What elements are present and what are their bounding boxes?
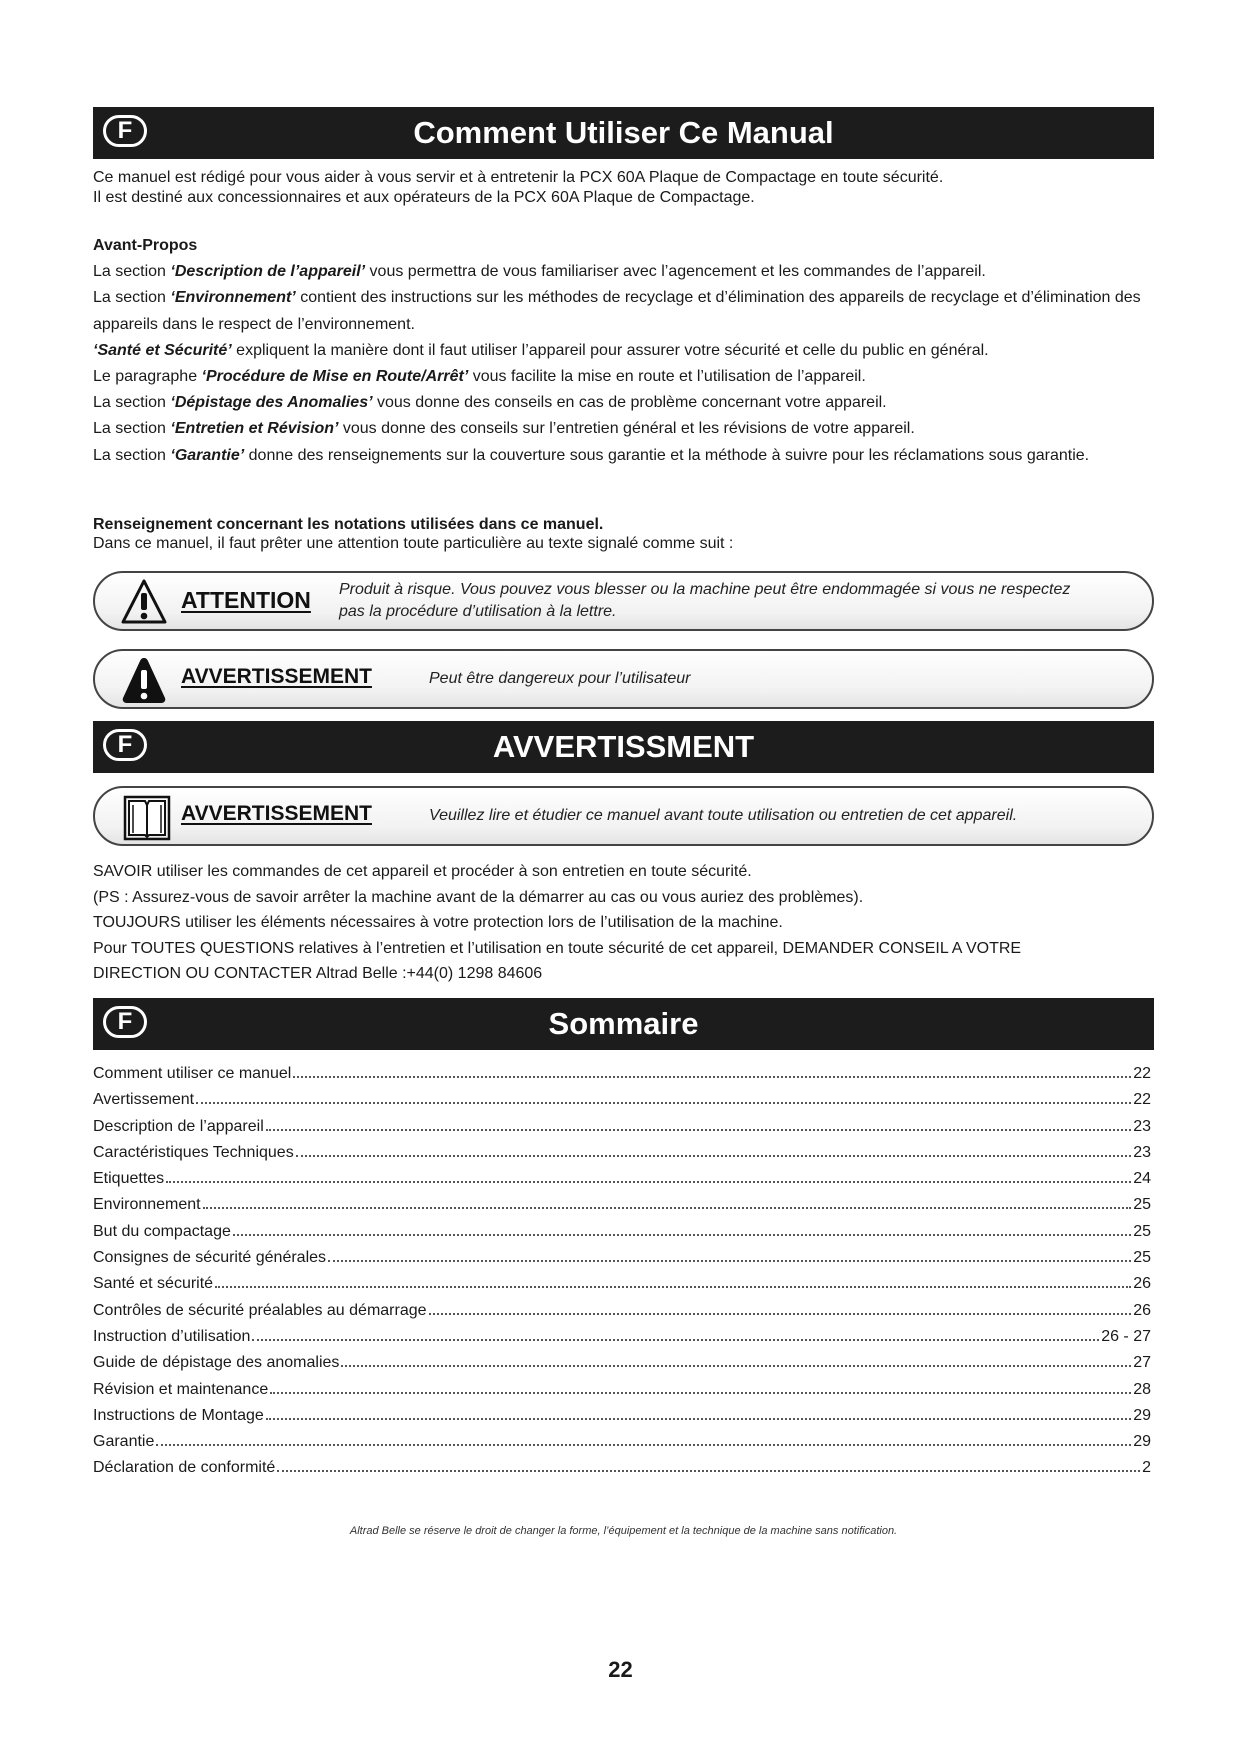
attention-box <box>93 571 1154 631</box>
foreword-item-section-name: ‘Entretien et Révision’ <box>170 420 339 438</box>
footer-note: Altrad Belle se réserve le droit de changer la forme, l’équipement et la technique de la machine sans notification. <box>349 1525 898 1537</box>
toc-entry-title: Santé et sécurité <box>93 1275 214 1293</box>
toc-entry <box>93 1246 1151 1272</box>
toc-entry <box>93 1272 1151 1298</box>
section-header-how-to-use <box>93 107 1154 159</box>
toc-entry-page: 25 <box>1133 1196 1151 1214</box>
toc-entry <box>93 1088 1151 1114</box>
toc-entry-page: 27 <box>1133 1354 1151 1372</box>
safety-line: SAVOIR utiliser les commandes de cet appareil et procéder à son entretien en toute sécurité. <box>93 863 752 880</box>
safety-line: (PS : Assurez-vous de savoir arrêter la machine avant de la démarrer au cas ou vous auriez des problèmes). <box>93 888 864 906</box>
toc-dot-leader <box>266 1418 1131 1420</box>
toc-entry-page: 22 <box>1133 1091 1151 1109</box>
toc-entry-title: Garantie <box>93 1433 155 1451</box>
toc-dot-leader <box>296 1155 1132 1157</box>
safety-line: DIRECTION OU CONTACTER Altrad Belle :+44(0) 1298 84606 <box>93 965 543 982</box>
toc-entry <box>93 1062 1151 1088</box>
foreword-item <box>93 416 1153 442</box>
toc-dot-leader <box>270 1392 1131 1394</box>
toc-entry <box>93 1115 1151 1141</box>
toc-entry-page: 25 <box>1133 1249 1151 1267</box>
toc-entry-title: Etiquettes <box>93 1170 165 1188</box>
attention-message <box>339 579 1070 623</box>
toc-entry-page: 28 <box>1133 1380 1151 1398</box>
toc-entry <box>93 1220 1151 1246</box>
toc-entry-page: 24 <box>1133 1170 1151 1188</box>
toc-entry-title: Déclaration de conformité <box>93 1459 276 1477</box>
foreword-item-text: donne des renseignements sur la couverture sous garantie et la méthode à suivre pour les réclamations sous garantie. <box>244 446 1090 464</box>
toc-entry <box>93 1404 1151 1430</box>
toc-dot-leader <box>293 1076 1131 1078</box>
toc-dot-leader <box>341 1365 1131 1367</box>
section-title: AVVERTISSMENT <box>492 729 755 764</box>
safety-line: Pour TOUTES QUESTIONS relatives à l’entretien et l’utilisation en toute sécurité de cet appareil, DEMANDER CONSEIL A VOTRE <box>93 939 1022 957</box>
foreword-item-section-name: ‘Dépistage des Anomalies’ <box>170 394 373 412</box>
toc-entry-title: Révision et maintenance <box>93 1380 269 1398</box>
section-header-warning <box>93 721 1154 773</box>
foreword-item-section-name: ‘Environnement’ <box>170 289 296 307</box>
warning-message: Peut être dangereux pour l’utilisateur <box>429 670 691 687</box>
foreword-item <box>93 259 1153 285</box>
foreword-item-text: vous facilite la mise en route et l’utilisation de l’appareil. <box>468 368 866 386</box>
toc-entry-page: 26 <box>1133 1275 1151 1293</box>
read-manual-message: Veuillez lire et étudier ce manuel avant toute utilisation ou entretien de cet appareil. <box>429 807 1018 824</box>
read-manual-box <box>93 786 1154 846</box>
toc-dot-leader <box>266 1129 1131 1131</box>
foreword-item-section-name: ‘Description de l’appareil’ <box>170 263 366 281</box>
toc-entry-page: 23 <box>1133 1143 1151 1161</box>
toc-entry-title: Instruction d’utilisation <box>93 1327 251 1345</box>
toc-entry-title: Contrôles de sécurité préalables au démarrage <box>93 1301 427 1319</box>
toc-entry-title: But du compactage <box>93 1222 231 1240</box>
foreword-item-text: Le paragraphe <box>93 368 202 386</box>
foreword-item <box>93 338 1153 364</box>
foreword-item-text: contient des instructions sur les méthodes de recyclage et d’élimination des appareils de recyclage et d’élimination des appareils dans le respect de l’environnement. <box>93 289 1141 333</box>
foreword-item-text: La section <box>93 420 171 438</box>
toc-entry-page: 29 <box>1133 1433 1151 1451</box>
toc-dot-leader <box>429 1313 1132 1315</box>
toc-entry <box>93 1167 1151 1193</box>
toc-dot-leader <box>328 1260 1131 1262</box>
safety-instructions <box>93 859 1153 987</box>
warning-triangle-filled-icon <box>121 656 167 706</box>
foreword-item-text: La section <box>93 263 171 281</box>
toc-entry-title: Consignes de sécurité générales <box>93 1249 327 1267</box>
toc-dot-leader <box>277 1470 1140 1472</box>
foreword-item <box>93 443 1153 469</box>
safety-line: TOUJOURS utiliser les éléments nécessaires à votre protection lors de l’utilisation de la machine. <box>93 914 783 931</box>
section-header-contents <box>93 998 1154 1050</box>
attention-label: ATTENTION <box>181 587 311 613</box>
foreword-item <box>93 390 1153 416</box>
toc-entry-title: Description de l’appareil <box>93 1117 264 1135</box>
foreword-item <box>93 364 1153 390</box>
toc-dot-leader <box>196 1102 1131 1104</box>
toc-entry-page: 25 <box>1133 1222 1151 1240</box>
intro-text <box>93 168 1153 208</box>
table-of-contents <box>93 1062 1151 1483</box>
toc-entry-title: Caractéristiques Techniques <box>93 1143 294 1161</box>
foreword-item-section-name: ‘Garantie’ <box>170 446 245 464</box>
toc-dot-leader <box>215 1286 1131 1288</box>
foreword-item-text: La section <box>93 446 171 464</box>
intro-line: Ce manuel est rédigé pour vous aider à vous servir et à entretenir la PCX 60A Plaque de Compactage en toute sécurité. <box>93 169 944 186</box>
toc-dot-leader <box>156 1444 1131 1446</box>
toc-entry-page: 23 <box>1133 1117 1151 1135</box>
france-badge-icon: F <box>103 1006 147 1038</box>
toc-entry-page: 26 - 27 <box>1101 1327 1151 1345</box>
foreword-item-text: expliquent la manière dont il faut utiliser l’appareil pour assurer votre sécurité et celle du public en général. <box>231 341 989 359</box>
section-title: Comment Utiliser Ce Manual <box>413 115 834 150</box>
toc-entry-page: 22 <box>1133 1065 1151 1082</box>
foreword-item-text: vous donne des conseils en cas de problème concernant votre appareil. <box>372 394 887 412</box>
toc-entry-title: Instructions de Montage <box>93 1406 264 1424</box>
foreword-item-text: La section <box>93 394 171 412</box>
toc-dot-leader <box>166 1181 1131 1183</box>
read-manual-label: AVVERTISSEMENT <box>181 802 372 825</box>
notation-text: Dans ce manuel, il faut prêter une attention toute particulière au texte signalé comme suit : <box>93 535 734 552</box>
section-title: Sommaire <box>548 1006 699 1041</box>
toc-entry <box>93 1141 1151 1167</box>
toc-entry-title: Comment utiliser ce manuel <box>93 1065 292 1082</box>
toc-entry <box>93 1378 1151 1404</box>
warning-box <box>93 649 1154 709</box>
notation-heading: Renseignement concernant les notations utilisées dans ce manuel. <box>93 516 604 533</box>
foreword-item-section-name: ‘Procédure de Mise en Route/Arrêt’ <box>201 368 469 386</box>
foreword-list <box>93 259 1153 469</box>
toc-entry <box>93 1299 1151 1325</box>
warning-triangle-outline-icon <box>121 578 167 626</box>
toc-entry-title: Avertissement <box>93 1091 195 1109</box>
foreword-item-section-name: ‘Santé et Sécurité’ <box>93 341 232 359</box>
france-badge-icon: F <box>103 115 147 147</box>
foreword-heading: Avant-Propos <box>93 237 198 254</box>
toc-entry <box>93 1430 1151 1456</box>
foreword-item-text: La section <box>93 289 171 307</box>
attention-line: Produit à risque. Vous pouvez vous blesser ou la machine peut être endommagée si vous ne respectez <box>339 581 1071 598</box>
page-number: 22 <box>608 1657 633 1682</box>
toc-entry-title: Guide de dépistage des anomalies <box>93 1354 340 1372</box>
foreword-item <box>93 285 1153 337</box>
toc-entry-page: 29 <box>1133 1406 1151 1424</box>
attention-line: pas la procédure d’utilisation à la lettre. <box>339 603 617 620</box>
toc-dot-leader <box>233 1234 1131 1236</box>
toc-entry <box>93 1456 1151 1482</box>
toc-entry <box>93 1351 1151 1377</box>
toc-dot-leader <box>203 1207 1132 1209</box>
foreword-section <box>93 233 1153 469</box>
foreword-item-text: vous donne des conseils sur l’entretien général et les révisions de votre appareil. <box>338 420 915 438</box>
toc-entry-title: Environnement <box>93 1196 201 1214</box>
notation-section <box>93 515 1153 553</box>
toc-entry-page: 26 <box>1133 1301 1151 1319</box>
toc-dot-leader <box>252 1339 1099 1341</box>
toc-entry-page: 2 <box>1142 1459 1151 1477</box>
intro-line: Il est destiné aux concessionnaires et aux opérateurs de la PCX 60A Plaque de Compactage. <box>93 189 755 206</box>
warning-label: AVVERTISSEMENT <box>181 665 372 688</box>
toc-entry <box>93 1193 1151 1219</box>
open-book-icon <box>121 793 173 843</box>
toc-entry <box>93 1325 1151 1351</box>
foreword-item-text: vous permettra de vous familiariser avec l’agencement et les commandes de l’appareil. <box>365 263 986 281</box>
france-badge-icon: F <box>103 729 147 761</box>
